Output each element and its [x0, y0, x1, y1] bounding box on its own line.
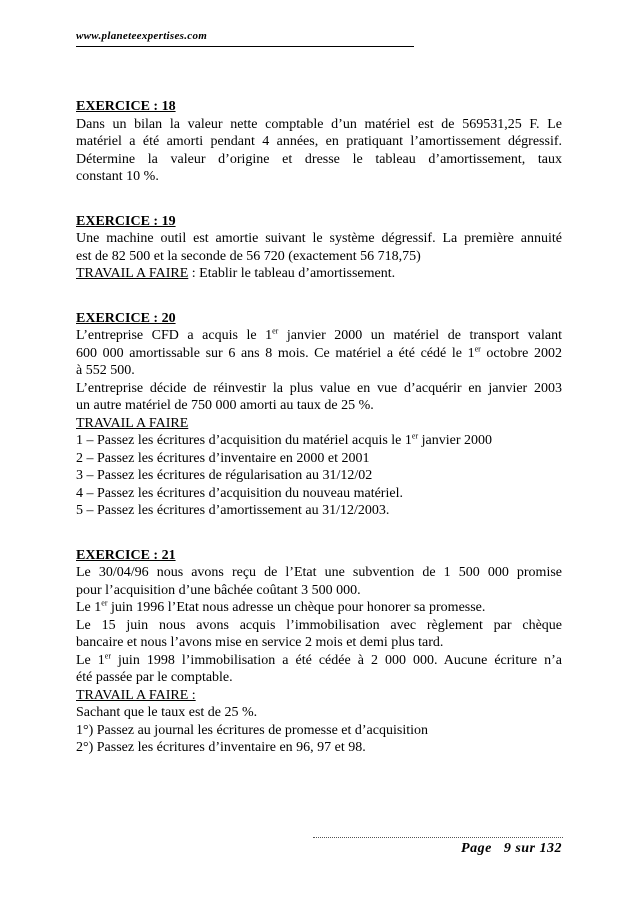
- exercise-title: EXERCICE : 21: [76, 547, 176, 563]
- superscript: er: [101, 598, 108, 608]
- site-url[interactable]: www.planeteexpertises.com: [76, 30, 208, 42]
- task-item: 2 – Passez les écritures d’inventaire en 2000 et 2001: [76, 450, 370, 466]
- text-segment: Le 1: [76, 652, 105, 668]
- task-item: 2°) Passez les écritures d’inventaire en 96, 97 et 98.: [76, 740, 366, 755]
- text-segment: Le 1: [76, 600, 102, 615]
- exercise-text-line: Détermine la valeur d’origine et dresse le tableau d’amortissement, taux: [76, 151, 562, 167]
- exercise-text-line: Le 30/04/96 nous avons reçu de l’Etat une subvention de 1 500 000 promise: [76, 565, 562, 580]
- exercise-20: [76, 310, 562, 520]
- task-text: : Etablir le tableau d’amortissement.: [188, 266, 396, 281]
- exercise-21: [76, 547, 562, 757]
- text-segment: janvier 2000: [418, 433, 492, 448]
- exercise-text-line: [76, 345, 562, 363]
- exercise-text-line: Dans un bilan la valeur nette comptable d’un matériel est de 569531,25 F. Le: [76, 116, 562, 132]
- exercise-text-line: est de 82 500 et la seconde de 56 720 (exactement 56 718,75): [76, 248, 421, 264]
- exercise-title: EXERCICE : 20: [76, 310, 176, 326]
- task-label: TRAVAIL A FAIRE :: [76, 687, 196, 703]
- exercise-title: EXERCICE : 19: [76, 213, 176, 229]
- task-item: 3 – Passez les écritures de régularisation au 31/12/02: [76, 468, 373, 483]
- text-segment: 600 000 amortissable sur 6 ans 8 mois. Ce matériel a été cédé le 1: [76, 345, 475, 361]
- exercise-text-line: Une machine outil est amortie suivant le système dégressif. La première annuité: [76, 231, 562, 246]
- task-label: TRAVAIL A FAIRE: [76, 415, 189, 431]
- task-label: TRAVAIL A FAIRE: [76, 266, 189, 281]
- page-content: [76, 98, 562, 757]
- task-item: 1°) Passez au journal les écritures de promesse et d’acquisition: [76, 722, 428, 738]
- exercise-text-line: bancaire et nous l’avons mise en service 2 mois et demi plus tard.: [76, 635, 444, 650]
- exercise-text-line: constant 10 %.: [76, 169, 159, 184]
- exercise-text-line: pour l’acquisition d’une bâchée coûtant 3 500 000.: [76, 582, 361, 598]
- exercise-text-line: matériel a été amorti pendant 4 années, en pratiquant l’amortissement dégressif.: [76, 134, 562, 149]
- text-segment: juin 1996 l’Etat nous adresse un chèque pour honorer sa promesse.: [107, 600, 486, 615]
- text-segment: 1 – Passez les écritures d’acquisition du matériel acquis le 1: [76, 433, 412, 448]
- exercise-title: EXERCICE : 18: [76, 99, 176, 114]
- exercise-text-line: [76, 652, 562, 670]
- task-item: 5 – Passez les écritures d’amortissement au 31/12/2003.: [76, 503, 390, 518]
- text-segment: octobre 2002: [480, 345, 562, 361]
- exercise-text-line: [76, 599, 562, 617]
- exercise-19: [76, 213, 562, 283]
- site-header: [76, 26, 414, 47]
- task-item: 4 – Passez les écritures d’acquisition du nouveau matériel.: [76, 485, 403, 501]
- text-segment: janvier 2000 un matériel de transport valant: [278, 328, 562, 343]
- exercise-text-line: été passée par le comptable.: [76, 670, 233, 685]
- exercise-text-line: Sachant que le taux est de 25 %.: [76, 705, 258, 720]
- exercise-18: [76, 98, 562, 186]
- exercise-text-line: à 552 500.: [76, 363, 135, 378]
- page-number: Page 9 sur 132: [461, 841, 562, 856]
- task-item: [76, 432, 562, 450]
- text-segment: L’entreprise CFD a acquis le 1: [76, 328, 273, 343]
- superscript: er: [272, 326, 279, 336]
- superscript: er: [104, 650, 112, 660]
- superscript: er: [474, 343, 481, 353]
- task-line: [76, 265, 562, 283]
- text-segment: juin 1998 l’immobilisation a été cédée à 2 000 000. Aucune écriture n’a: [111, 652, 562, 668]
- footer-divider: [313, 837, 563, 838]
- exercise-text-line: Le 15 juin nous avons acquis l’immobilisation avec règlement par chèque: [76, 617, 562, 633]
- exercise-text-line: un autre matériel de 750 000 amorti au taux de 25 %.: [76, 398, 374, 413]
- exercise-text-line: L’entreprise décide de réinvestir la plus value en vue d’acquérir en janvier 2003: [76, 380, 562, 396]
- superscript: er: [411, 431, 419, 441]
- exercise-text-line: [76, 327, 562, 345]
